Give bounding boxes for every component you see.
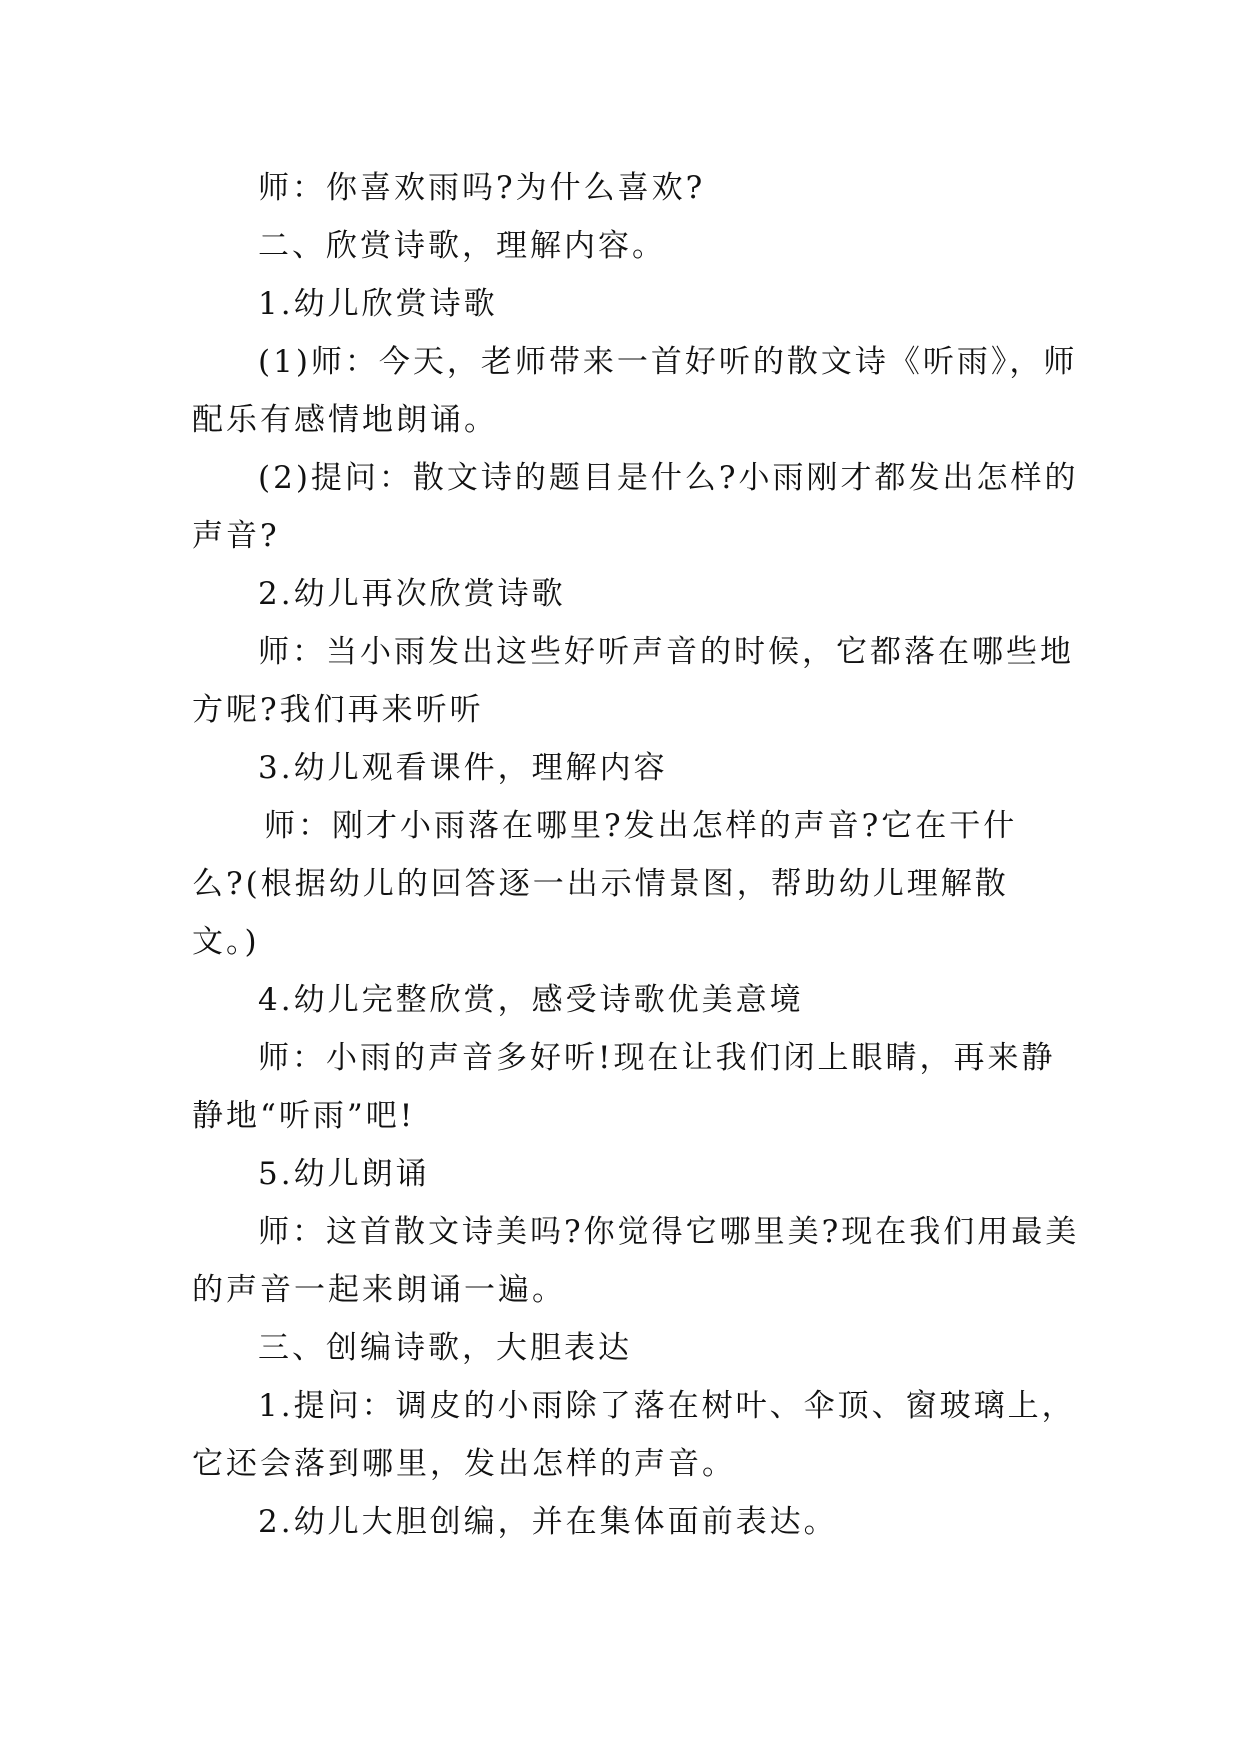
text-line: 师：你喜欢雨吗?为什么喜欢? <box>258 170 706 206</box>
text-line: 配乐有感情地朗诵。 <box>192 402 498 438</box>
text-line: 它还会落到哪里，发出怎样的声音。 <box>192 1446 736 1482</box>
section-heading: 三、创编诗歌，大胆表达 <box>258 1330 632 1366</box>
text-line: (1)师：今天，老师带来一首好听的散文诗《听雨》，师 <box>258 344 1078 380</box>
step-heading: 2.幼儿再次欣赏诗歌 <box>258 576 566 612</box>
step-heading: 4.幼儿完整欣赏，感受诗歌优美意境 <box>258 982 804 1018</box>
step-heading: 2.幼儿大胆创编，并在集体面前表达。 <box>258 1504 838 1540</box>
text-line: 师：这首散文诗美吗?你觉得它哪里美?现在我们用最美 <box>258 1214 1080 1250</box>
section-heading: 二、欣赏诗歌，理解内容。 <box>258 228 666 264</box>
text-line: 1.提问：调皮的小雨除了落在树叶、伞顶、窗玻璃上， <box>258 1388 1076 1424</box>
step-heading: 5.幼儿朗诵 <box>258 1156 430 1192</box>
text-line: 师：刚才小雨落在哪里?发出怎样的声音?它在干什 <box>264 808 1018 844</box>
text-line: 的声音一起来朗诵一遍。 <box>192 1272 566 1308</box>
step-heading: 1.幼儿欣赏诗歌 <box>258 286 498 322</box>
text-line: 么?(根据幼儿的回答逐一出示情景图，帮助幼儿理解散 <box>192 866 1009 902</box>
step-heading: 3.幼儿观看课件，理解内容 <box>258 750 668 786</box>
text-line: (2)提问：散文诗的题目是什么?小雨刚才都发出怎样的 <box>258 460 1079 496</box>
text-line: 师：当小雨发出这些好听声音的时候，它都落在哪些地 <box>258 634 1074 670</box>
text-line: 静地“听雨”吧! <box>192 1098 416 1134</box>
text-line: 师：小雨的声音多好听!现在让我们闭上眼睛，再来静 <box>258 1040 1056 1076</box>
text-line: 方呢?我们再来听听 <box>192 692 484 728</box>
text-line: 文。) <box>192 924 260 960</box>
text-line: 声音? <box>192 518 280 554</box>
